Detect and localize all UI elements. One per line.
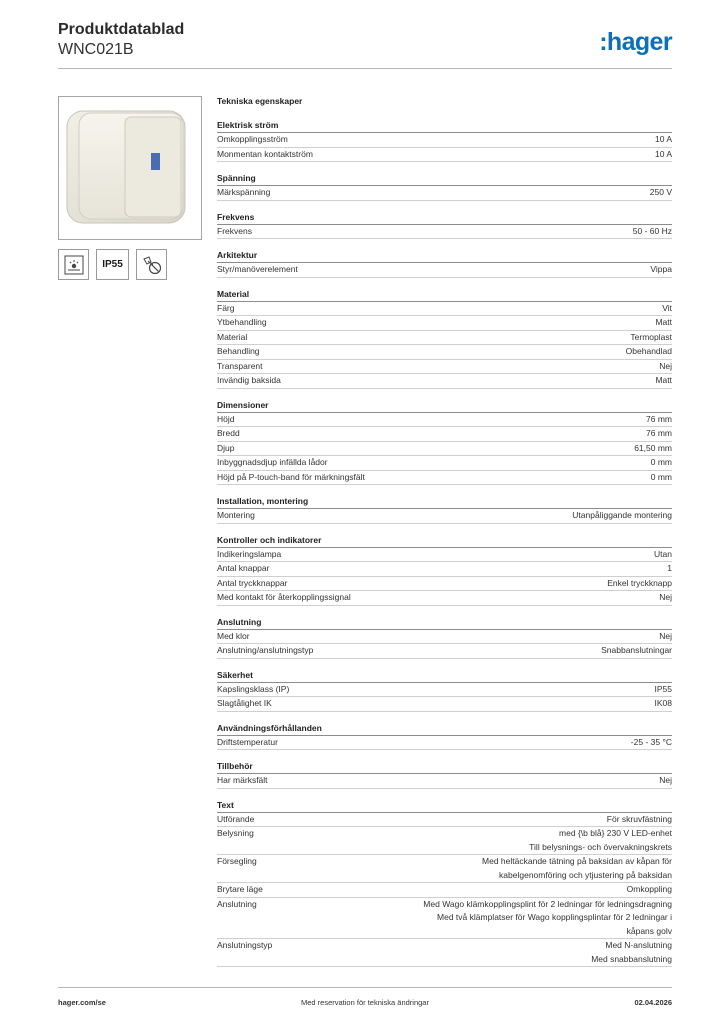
spec-value: med {\b blå} 230 V LED-enhet Till belysnings- och övervakningskrets bbox=[529, 828, 672, 852]
no-tools-icon bbox=[136, 249, 167, 280]
spec-group bbox=[217, 722, 672, 751]
spec-value: 10 A bbox=[654, 148, 672, 159]
spec-group bbox=[217, 760, 672, 789]
spec-value: Matt bbox=[655, 317, 672, 327]
spec-row bbox=[217, 898, 672, 940]
spec-label: Transparent bbox=[217, 360, 263, 371]
spec-value: För skruvfästning bbox=[606, 813, 672, 824]
spec-value: Omkoppling bbox=[626, 884, 672, 894]
spec-row bbox=[217, 548, 672, 563]
document-date: 02.04.2026 bbox=[634, 998, 672, 1007]
spec-label: Monmentan kontaktström bbox=[217, 148, 313, 159]
spec-label: Driftstemperatur bbox=[217, 736, 278, 747]
spec-label: Kapslingsklass (IP) bbox=[217, 683, 290, 694]
spec-label: Utförande bbox=[217, 813, 255, 824]
spec-value: 76 mm bbox=[646, 428, 672, 438]
spec-value: 250 V bbox=[649, 187, 672, 197]
spec-label: Anslutning/anslutningstyp bbox=[217, 645, 314, 655]
spec-group bbox=[217, 172, 672, 201]
spec-value: Utanpåliggande montering bbox=[572, 510, 672, 520]
spec-row bbox=[217, 591, 672, 606]
spec-row bbox=[217, 562, 672, 577]
spec-row bbox=[217, 360, 672, 375]
spec-value: Med heltäckande tätning på baksidan av kåpan för kabelgenomföring och ytjustering på baksidan bbox=[482, 856, 672, 880]
spec-row bbox=[217, 345, 672, 360]
spec-value: Med Wago klämkopplingsplint för 2 ledningar för ledningsdragning Med två klämplatser för Wago kopplingsplintar för 2 ledningar i kåpans golv bbox=[423, 898, 672, 936]
spec-group-title: Material bbox=[217, 288, 672, 302]
ip-rating-badge: IP55 bbox=[96, 249, 129, 280]
spec-label: Brytare läge bbox=[217, 884, 263, 894]
spec-value: 50 - 60 Hz bbox=[632, 225, 672, 236]
spec-value: Nej bbox=[659, 775, 672, 785]
spec-group-title: Kontroller och indikatorer bbox=[217, 534, 672, 548]
spec-group bbox=[217, 288, 672, 389]
spec-value: Vit bbox=[662, 302, 672, 313]
spec-value: 1 bbox=[667, 563, 672, 573]
spec-groups bbox=[217, 119, 672, 967]
spec-row bbox=[217, 413, 672, 428]
spec-label: Montering bbox=[217, 510, 255, 520]
spec-row bbox=[217, 939, 672, 967]
spec-row bbox=[217, 683, 672, 698]
spec-group bbox=[217, 799, 672, 968]
product-image bbox=[58, 96, 202, 240]
spec-value: 0 mm bbox=[650, 471, 672, 482]
spec-group bbox=[217, 495, 672, 524]
spec-value: Termoplast bbox=[630, 331, 672, 342]
spec-group bbox=[217, 211, 672, 240]
spec-value: 10 A bbox=[654, 134, 672, 144]
spec-row bbox=[217, 186, 672, 201]
spec-label: Med kontakt för återkopplingssignal bbox=[217, 592, 351, 602]
spec-group-title: Spänning bbox=[217, 172, 672, 186]
spec-group-title: Användningsförhållanden bbox=[217, 722, 672, 736]
spec-row bbox=[217, 577, 672, 592]
spec-label: Bredd bbox=[217, 428, 240, 438]
spec-value: 0 mm bbox=[650, 457, 672, 467]
spec-row bbox=[217, 471, 672, 486]
spec-group-title: Elektrisk ström bbox=[217, 119, 672, 133]
spec-group-title: Arkitektur bbox=[217, 249, 672, 263]
spec-label: Färg bbox=[217, 302, 235, 313]
spec-label: Djup bbox=[217, 442, 235, 453]
spec-row bbox=[217, 774, 672, 789]
spec-row bbox=[217, 630, 672, 645]
spec-value: -25 - 35 °C bbox=[630, 736, 672, 747]
spec-group-title: Tillbehör bbox=[217, 760, 672, 774]
spec-label: Höjd bbox=[217, 413, 235, 424]
spec-row bbox=[217, 316, 672, 331]
spec-label: Höjd på P-touch-band för märkningsfält bbox=[217, 471, 365, 482]
spec-group bbox=[217, 534, 672, 606]
spec-row bbox=[217, 133, 672, 148]
spec-value: Med N-anslutning Med snabbanslutning bbox=[591, 940, 672, 964]
spec-group-title: Text bbox=[217, 799, 672, 813]
spec-value: 61,50 mm bbox=[634, 442, 672, 453]
spec-row bbox=[217, 883, 672, 898]
spec-group bbox=[217, 119, 672, 162]
spec-group bbox=[217, 616, 672, 659]
spec-label: Belysning bbox=[217, 828, 254, 838]
feature-icons bbox=[58, 249, 167, 280]
spec-value: Snabbanslutningar bbox=[601, 645, 672, 655]
spec-row bbox=[217, 148, 672, 163]
spec-row bbox=[217, 427, 672, 442]
spec-value: Matt bbox=[655, 375, 672, 385]
spec-row bbox=[217, 813, 672, 828]
spec-group-title: Frekvens bbox=[217, 211, 672, 225]
spec-value: IK08 bbox=[654, 698, 672, 708]
spec-label: Behandling bbox=[217, 346, 260, 356]
header-divider bbox=[58, 68, 672, 69]
spec-value: IP55 bbox=[654, 683, 672, 694]
spec-label: Anslutning bbox=[217, 898, 257, 909]
page-header bbox=[58, 20, 672, 70]
spec-row bbox=[217, 736, 672, 751]
spec-value: Enkel tryckknapp bbox=[607, 577, 672, 588]
spec-group-title: Anslutning bbox=[217, 616, 672, 630]
spec-group-title: Dimensioner bbox=[217, 399, 672, 413]
spec-value: Vippa bbox=[650, 264, 672, 274]
spec-row bbox=[217, 456, 672, 471]
spec-row bbox=[217, 442, 672, 457]
spec-row bbox=[217, 827, 672, 855]
spec-label: Antal knappar bbox=[217, 563, 270, 573]
spec-row bbox=[217, 225, 672, 240]
spec-group bbox=[217, 249, 672, 278]
spec-row bbox=[217, 263, 672, 278]
spec-label: Har märksfält bbox=[217, 775, 268, 785]
spec-group-title: Installation, montering bbox=[217, 495, 672, 509]
spec-value: Nej bbox=[659, 592, 672, 602]
spec-label: Försegling bbox=[217, 856, 257, 866]
hager-logo: :hager bbox=[599, 28, 672, 56]
spec-group bbox=[217, 399, 672, 486]
spec-row bbox=[217, 331, 672, 346]
spec-label: Invändig baksida bbox=[217, 375, 281, 385]
spec-label: Slagtålighet IK bbox=[217, 698, 272, 708]
spec-row bbox=[217, 697, 672, 712]
spec-label: Material bbox=[217, 331, 248, 342]
spec-row bbox=[217, 644, 672, 659]
page-footer bbox=[58, 998, 672, 1010]
spec-value: Nej bbox=[659, 360, 672, 371]
footer-divider bbox=[58, 987, 672, 988]
specs-title: Tekniska egenskaper bbox=[217, 96, 303, 106]
spec-row bbox=[217, 509, 672, 524]
spec-value: Obehandlad bbox=[625, 346, 672, 356]
spec-label: Frekvens bbox=[217, 225, 252, 236]
spec-group-title: Säkerhet bbox=[217, 669, 672, 683]
switch-illustration bbox=[59, 97, 201, 239]
spec-row bbox=[217, 302, 672, 317]
disclaimer-text: Med reservation för tekniska ändringar bbox=[301, 998, 429, 1007]
spec-label: Märkspänning bbox=[217, 187, 271, 197]
spec-row bbox=[217, 855, 672, 883]
spec-value: 76 mm bbox=[646, 413, 672, 424]
spec-label: Ytbehandling bbox=[217, 317, 267, 327]
spec-label: Med klor bbox=[217, 630, 250, 641]
spec-label: Indikeringslampa bbox=[217, 548, 282, 559]
spec-value: Nej bbox=[659, 630, 672, 641]
product-code: WNC021B bbox=[58, 41, 134, 58]
spec-label: Inbyggnadsdjup infällda lådor bbox=[217, 457, 328, 467]
website-link[interactable]: hager.com/se bbox=[58, 998, 106, 1007]
spec-label: Omkopplingsström bbox=[217, 134, 288, 144]
spec-value: Utan bbox=[654, 548, 672, 559]
document-title: Produktdatablad bbox=[58, 21, 185, 38]
spec-label: Styr/manöverelement bbox=[217, 264, 298, 274]
spec-label: Antal tryckknappar bbox=[217, 577, 288, 588]
spec-group bbox=[217, 669, 672, 712]
technical-specs bbox=[217, 95, 672, 977]
spec-label: Anslutningstyp bbox=[217, 940, 273, 950]
light-icon bbox=[58, 249, 89, 280]
spec-row bbox=[217, 374, 672, 389]
